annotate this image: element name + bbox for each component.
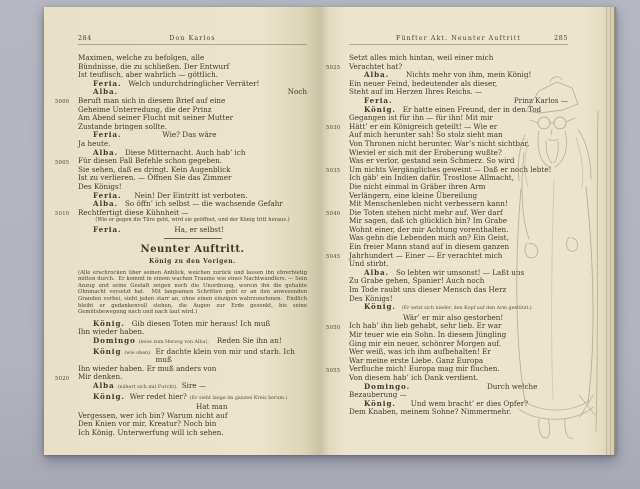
line-text: Verfluche mich! Europa mag mir fluchen. [349, 364, 500, 374]
line-text: Den Knien vor mir, Kreatur? Noch bin [78, 419, 217, 429]
line-number: 5045 [326, 254, 341, 261]
speaker-name: Alba. [93, 87, 118, 97]
line-text: (Alle erschrocken über seinen Anblick, weichen zurück und lassen ihn ehrerbietig mitten durch. Er kommt in einem wachen Traume wie eines Nachtwandlers. — Sein Anzug und seine Gestalt zeigen noch die Unordnung, worein ihn die gehabte Ohnmacht versetzt hat. Mit langsamen Schritten geht er an den anwesenden Granden vorbei, sieht jeden starr an, ohne einen einzigen wahrzunehmen. Endlich bleibt er gedankenvoll stehen, die Augen zur Erde gesenkt, bis seine Gemütsbewegung nach und nach laut wird.) [78, 269, 309, 316]
verse-line [349, 408, 568, 417]
speaker-name: König. [364, 104, 396, 114]
line-text: Am Abend seiner Flucht mit seiner Mutter [78, 113, 234, 123]
speaker-name: Alba [93, 380, 115, 390]
speaker-name: König [93, 346, 122, 356]
verse-line [78, 337, 307, 348]
line-text: Die Toten stehen nicht mehr auf. Wer darf [349, 207, 503, 217]
line-text: Im Tode raubt uns dieser Mensch das Herz [349, 285, 507, 295]
line-text: Für diesen Fall Befehle schon gegeben. [78, 156, 222, 166]
page-edges [603, 7, 614, 455]
line-text: Hätt’ er ein Königreich geteilt! — Wie er [349, 121, 498, 131]
right-page-number: 285 [554, 35, 568, 42]
line-text: Was er verlor, gestand sein Schmerz. So wird [349, 156, 515, 166]
book-spread [44, 7, 616, 455]
verse-line [78, 348, 307, 365]
line-text: Beruft man sich in diesem Brief auf eine [78, 95, 226, 105]
line-number: 5005 [55, 159, 70, 166]
line-number: 5040 [326, 211, 341, 218]
line-text: Dem Knaben, meinem Sohne? Nimmermehr. [349, 407, 512, 417]
line-text: Durch welche [486, 381, 538, 391]
line-text: Ich hab’ ihn lieb gehabt, sehr lieb. Er war [349, 321, 502, 331]
line-text: König zu den Vorigen. [149, 258, 236, 266]
line-number: 5055 [326, 367, 341, 374]
verse-line [78, 131, 307, 140]
line-text: Zu Grabe gehen, Spanier! Auch noch [349, 276, 485, 286]
speaker-name: Alba. [93, 147, 118, 157]
line-text: Nichts mehr von ihm, mein König! [406, 70, 532, 80]
verse-line [78, 382, 307, 393]
line-text: Nein! Der Eintritt ist verboten. [134, 190, 248, 200]
line-text: Geheime Unterredung, die der Prinz [78, 104, 212, 114]
speaker-name: Feria. [93, 78, 122, 88]
speaker-name: Domingo [93, 336, 136, 345]
stage-note: (Er sieht lange im ganzen Kreis herum.) [189, 395, 288, 401]
line-text: Ist teuflisch, aber wahrlich — göttlich. [78, 70, 219, 80]
scene-heading [78, 246, 307, 255]
line-text: Er dachte klein von mir und starb. Ich muß [155, 346, 298, 365]
line-text: Ein freier Mann stand auf in diesem ganzen [349, 242, 510, 252]
line-text: War meine erste Liebe. Ganz Europa [349, 355, 484, 365]
speaker-name: Alba. [364, 70, 389, 80]
line-text: Bündnisse, die zu schließen. Der Entwurf [78, 61, 230, 71]
speaker-name: Alba. [93, 199, 118, 209]
line-number: 5025 [326, 65, 341, 72]
line-text: Zustande bringen sollte. [78, 121, 168, 131]
line-text: Ja heute. [78, 138, 111, 148]
line-number: 5010 [55, 211, 70, 218]
line-text: Mir teuer wie ein Sohn. In diesem Jüngling [349, 330, 507, 339]
left-text-column [55, 53, 309, 438]
line-text: Hat man [196, 402, 228, 412]
scene-divider [164, 238, 222, 239]
line-text: Neunter Auftritt. [140, 244, 245, 256]
speaker-name: Feria. [93, 190, 122, 200]
line-text: Ihn wieder haben. [78, 327, 145, 337]
speaker-name: König. [93, 391, 125, 401]
line-text: Um nichts Vergängliches geweint — Daß er noch lebte! [349, 164, 552, 174]
line-text: Welch undurchdringlicher Verräter! [128, 78, 260, 88]
speaker-name: Feria. [93, 224, 122, 234]
line-text: Reden Sie ihn an! [216, 336, 282, 345]
line-number: 5035 [326, 168, 341, 175]
speaker-name: Alba. [364, 267, 389, 277]
line-text: Sire — [181, 380, 207, 390]
line-text: Des Königs! [78, 181, 122, 191]
line-text: Rechtfertigt diese Kühnheit — [78, 207, 189, 217]
verse-line [78, 429, 307, 438]
right-page-header [349, 35, 568, 45]
stage-note: (wie oben). [124, 350, 152, 356]
line-number: 5000 [55, 99, 70, 106]
verse-line [55, 207, 307, 218]
line-text: Verlängern, eine kleine Übereilung [349, 190, 478, 200]
left-page-header [78, 35, 307, 45]
speaker-name: König. [364, 398, 396, 408]
line-text: Und stirbt. [349, 259, 389, 269]
line-number: 5030 [326, 125, 341, 132]
line-text: Mir denken. [78, 372, 123, 382]
line-text: Mit Menschenleben nicht verbessern kann! [349, 199, 508, 209]
line-text: Setzt alles mich hintan, weil einer mich [349, 53, 494, 62]
line-text: Er hatte einen Freund, der in den Tod [402, 104, 542, 114]
speaker-name: Domingo. [364, 381, 410, 391]
line-text: Ist zu verlieren. — Öffnen Sie das Zimmer [78, 173, 232, 183]
line-text: Sie sehen, daß es dringt. Kein Augenblick [78, 164, 231, 174]
line-text: Vergessen, wer ich bin? Warum nicht auf [78, 410, 228, 420]
line-text: (Wie er gegen die Türe geht, wird sie geöffnet, und der König tritt heraus.) [95, 217, 290, 224]
line-text: Von Thronen nicht herunter. War’s nicht sichtbar, [349, 138, 530, 148]
line-text: Diese Mitternacht. Auch hab’ ich [125, 147, 246, 157]
line-text: Wieviel er sich mit der Eroberung wußte? [349, 147, 502, 157]
line-text-right: Prinz Karlos — [513, 95, 568, 105]
line-text: Des Königs! [349, 293, 393, 303]
line-text: Ha, er selbst! [174, 224, 224, 234]
line-text: Die nicht einmal in Gräber ihren Arm [349, 181, 486, 191]
speaker-name: König. [93, 318, 125, 328]
line-text: Maximen, welche zu befolgen, alle [78, 53, 205, 62]
line-text: Gib diesen Toten mir heraus! Ich muß [131, 318, 271, 328]
line-number: 5020 [55, 375, 70, 382]
line-text: Wär’ er mir also gestorben! [403, 312, 504, 322]
line-text: Jahrhundert — Einer — Er verachtet mich [349, 250, 503, 260]
verse-line [78, 393, 307, 404]
stage-direction [78, 270, 307, 316]
line-text: Wie? Das wäre [162, 130, 217, 140]
line-text: So öffn’ ich selbst — die wachsende Gefahr [125, 199, 283, 209]
line-text: So lebten wir umsonst! — Laßt uns [396, 267, 525, 277]
right-page [321, 7, 614, 455]
line-text-right: Noch [287, 87, 307, 97]
line-text: Auf mich herunter sah! So stolz sieht man [349, 130, 503, 140]
line-number: 5050 [326, 324, 341, 331]
line-text: Mir sagen, daß ich glücklich bin? Im Grabe [349, 216, 507, 226]
scene-subheading [78, 258, 307, 267]
line-text: Ihn wieder haben. Er muß anders von [78, 363, 217, 373]
line-text: Und wem bracht’ er dies Opfer? [410, 398, 529, 408]
speaker-name: Feria. [364, 95, 393, 105]
line-text: Ein neuer Feind, bedeutender als dieser, [349, 78, 498, 88]
left-page-number: 284 [78, 35, 92, 42]
line-text: Ich König. Unterwerfung will ich sehen. [78, 427, 224, 437]
right-text-column [326, 53, 568, 417]
speaker-name: König. [364, 302, 396, 312]
line-text: Was gehn die Lebenden mich an? Ein Geist, [349, 233, 509, 243]
right-running-title: Fünfter Akt. Neunter Auftritt [395, 35, 522, 42]
stage-note: (nähert sich mit Furcht). [117, 384, 178, 390]
line-text: Steht auf im Herzen Ihres Reichs. — [349, 87, 483, 97]
line-text: Wer redet hier? [129, 391, 187, 401]
line-text: Verachtet hat? [349, 61, 403, 71]
line-text: Ich gäb’ ein Indien dafür. Trostlose Allmacht, [349, 173, 514, 183]
line-text: Ging mir ein neuer, schönrer Morgen auf. [349, 338, 502, 348]
stage-note: (Er setzt sich nieder, den Kopf auf den Arm gestützt.) [401, 306, 532, 312]
line-text: Wohnt einer, der mir Achtung vorenthalten. [349, 224, 509, 234]
verse-line [78, 226, 307, 235]
line-text: Wer weiß, was ich ihm aufbehalten! Er [349, 347, 491, 357]
left-page [44, 7, 321, 455]
line-text: Von diesem hab’ ich Dank verdient. [349, 372, 479, 382]
speaker-name: Feria. [93, 130, 122, 140]
stage-note: (leise zum Herzog von Alba). [138, 340, 209, 345]
line-text: Bezauberung — [349, 390, 407, 400]
line-text: Gegangen ist für ihn — für ihn! Mit mir [349, 113, 493, 123]
left-running-title: Don Karlos [169, 35, 216, 42]
